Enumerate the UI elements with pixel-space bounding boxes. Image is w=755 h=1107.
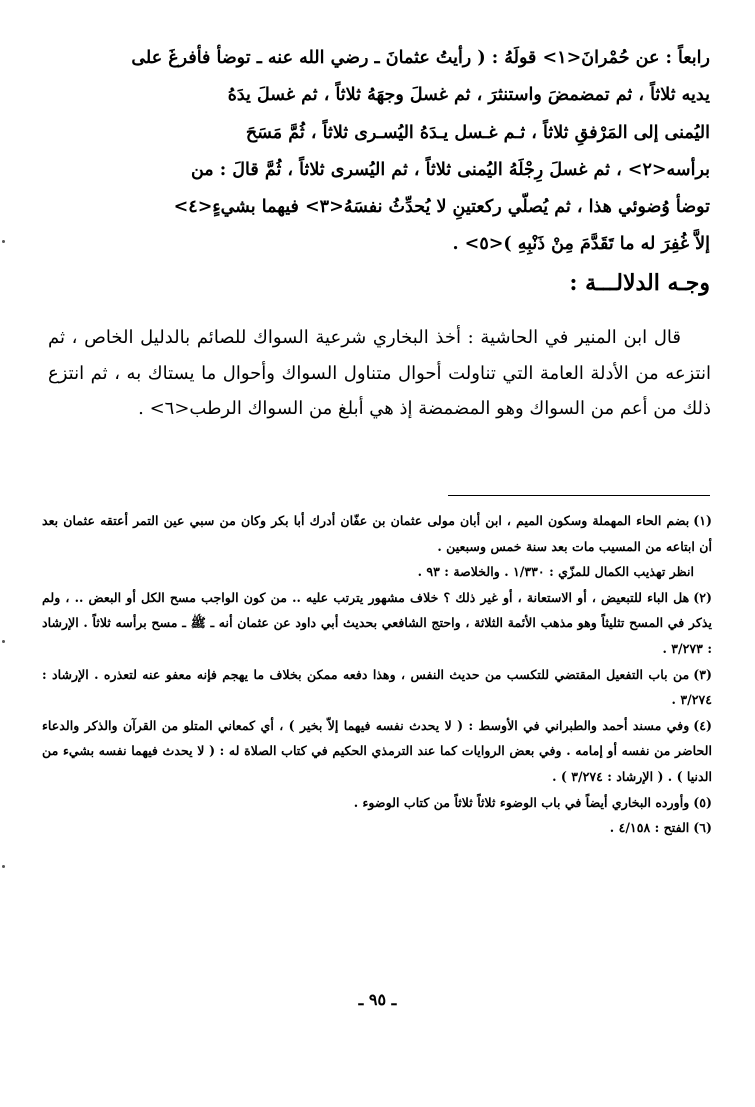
page-number: ـ ٩٥ ـ [358, 990, 397, 1009]
main-line-5: توضأ وُضوئي هذا ، ثم يُصلّي ركعتينِ لا يُحدِّثُ نفسَهُ<٣> فيهما بشيءٍ<٤> [173, 197, 710, 218]
footnote-text: الفتح : ٤/١٥٨ . [609, 820, 690, 836]
footnote-text: بضم الحاء المهملة وسكون الميم ، ابن أبان مولى عثمان بن عفّان أدرك أبا بكر وكان من سبي عين التمر أعتقه عثمان بعد أن ابتاعه من المسيب مات بعد سنة خمس وسبعين . [42, 513, 712, 554]
footnote-3 [42, 662, 712, 713]
footnote-1-reference [42, 559, 712, 585]
scan-speck [2, 240, 5, 243]
footnote-text: انظر تهذيب الكمال للمزّي : ١/٣٣٠ . والخلاصة : ٩٣ . [417, 564, 694, 580]
lead-label: رابعاً : [665, 48, 710, 68]
footnotes [42, 508, 712, 841]
footnote-number: (١) [693, 513, 712, 528]
footnote-divider [448, 495, 710, 496]
footnote-text: وفي مسند أحمد والطبراني في الأوسط : ( لا يحدث نفسه فيهما إلاّ بخير ) ، أي كمعاني المتلو من القرآن والذكر والدعاء الحاضر من نفسه أو إمامه . وفي بعض الروايات كما عند الترمذي الحكيم في كتاب الصلاة له : ( لا يحدث فيهما نفسه بشيء من الدنيا ) . ( الإرشاد : ٣/٢٧٤ ) . [42, 717, 712, 784]
footnote-number: (٢) [693, 589, 712, 605]
footnote-number: (٥) [693, 794, 712, 810]
section-heading: وجـه الدلالـــة : [569, 270, 710, 296]
main-line-1-text: عن حُمْرانَ<١> قولَهُ : ( رأيتُ عثمانَ ـ رضي الله عنه ـ توضأ فأفرغَ على [131, 48, 660, 68]
body-paragraph [48, 320, 711, 427]
footnote-1 [42, 508, 712, 559]
footnote-text: من باب التفعيل المقتضي للتكسب من حديث النفس ، وهذا دفعه ممكن بخلاف ما يهجم فإنه معفو عنه لتعذره . الإرشاد : ٣/٢٧٤ . [42, 666, 712, 708]
main-line-6: إلاَّ غُفِرَ له ما تَقَدَّمَ مِنْ ذَنْبِهِ )<٥> . [452, 234, 710, 255]
scan-speck [2, 640, 5, 643]
main-line-1 [62, 40, 710, 77]
main-line-4: برأسه<٢> ، ثم غسلَ رِجْلَهُ اليُمنى ثلاثاً ، ثم اليُسرى ثلاثاً ، ثُمَّ قالَ : من [190, 159, 710, 180]
footnote-5 [42, 790, 712, 816]
main-line-3: اليُمنى إلى المَرْفقِ ثلاثاً ، ثـم غـسل يـدَهُ اليُسـرى ثلاثاً ، ثُمَّ مَسَحَ [245, 122, 710, 143]
footnote-2 [42, 585, 712, 662]
scan-speck [2, 865, 5, 868]
footnote-text: وأورده البخاري أيضاً في باب الوضوء ثلاثاً ثلاثاً من كتاب الوضوء . [353, 794, 690, 810]
footnote-4 [42, 713, 712, 790]
footnote-number: (٣) [693, 666, 712, 682]
footnote-6 [42, 815, 712, 841]
main-paragraph [62, 40, 710, 264]
footnote-text: هل الباء للتبعيض ، أو الاستعانة ، أو غير ذلك ؟ خلاف مشهور يترتب عليه .. من كون الواجب مسح الكل أو البعض .. ، ولم يذكر في المسح تثليثاً وهو مذهب الأئمة الثلاثة ، واحتج الشافعي بحديث أبي داود عن عثمان أنه ـ ﷺ ـ مسح برأسه ثلاثاً . الإرشاد : ٣/٢٧٣ . [42, 589, 712, 656]
footnote-number: (٦) [693, 820, 712, 836]
main-line-2: يديه ثلاثاً ، ثم تمضمضَ واستنثرَ ، ثم غسلَ وجهَهُ ثلاثاً ، ثم غسلَ يدَهُ [227, 85, 710, 106]
footnote-number: (٤) [693, 717, 712, 733]
body-paragraph-text: قال ابن المنير في الحاشية : أخذ البخاري شرعية السواك للصائم بالدليل الخاص ، ثم انتزعه من الأدلة العامة التي تناولت أحوال متناول السواك وأحوال ما يستاك به ، ثم انتزع ذلك من أعم من السواك وهو المضمضة إذ هي أبلغ من السواك الرطب<٦> . [48, 327, 711, 419]
